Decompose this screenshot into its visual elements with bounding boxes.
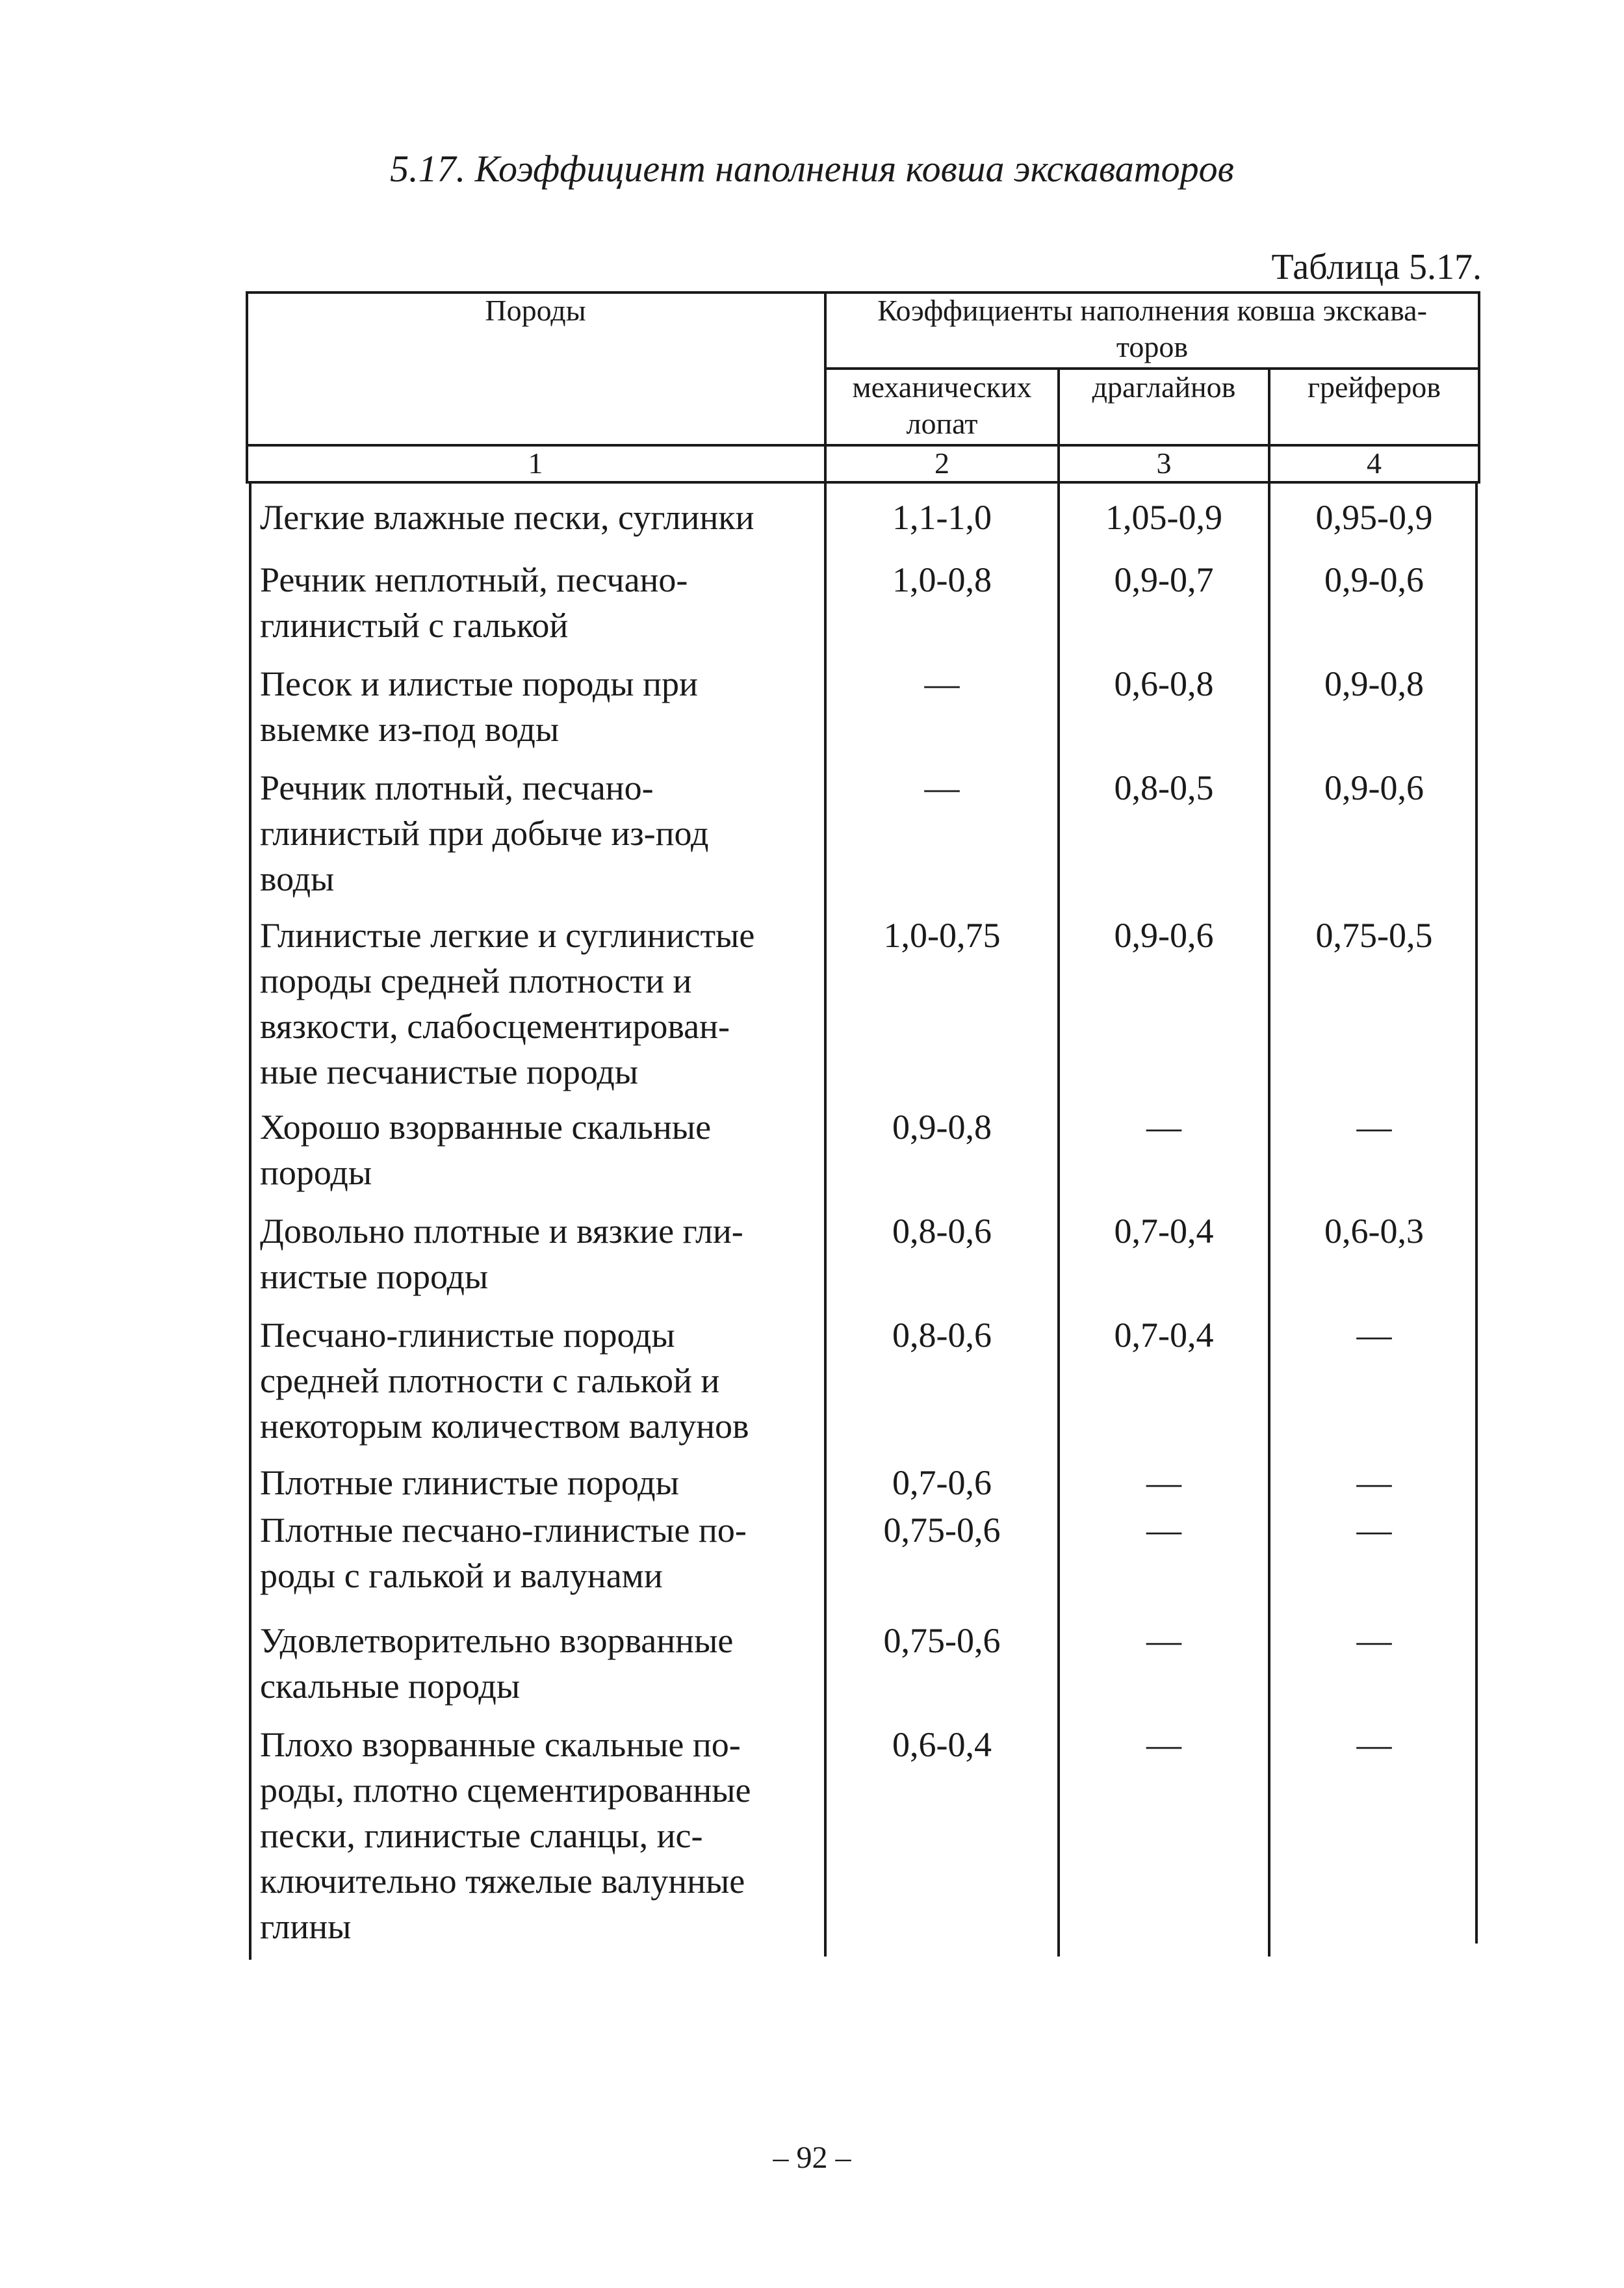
row-8-rock-name-line-3: некоторым количеством валунов (260, 1407, 749, 1446)
row-12-grab-value: — (1356, 1725, 1392, 1764)
row-5-rock-name-line-4: ные песчанистые породы (260, 1052, 639, 1091)
row-10-dragline-value: — (1146, 1511, 1181, 1550)
header-num-3: 3 (1156, 447, 1172, 480)
header-coef-group-line2: торов (1116, 330, 1189, 363)
table-caption: Таблица 5.17. (1271, 247, 1482, 287)
row-10-grab-value: — (1356, 1511, 1392, 1550)
table-right-border-header (1478, 291, 1480, 483)
row-7-grab-value: 0,6-0,3 (1324, 1212, 1424, 1251)
row-5-dragline-value: 0,9-0,6 (1114, 916, 1214, 955)
row-5-shovel-value: 1,0-0,75 (883, 916, 1001, 955)
row-1-shovel-value: 1,1-1,0 (892, 498, 992, 537)
column-divider-2 (1057, 367, 1060, 1956)
row-12-rock-name-line-1: Плохо взорванные скальные по- (260, 1725, 741, 1764)
row-11-rock-name-line-1: Удовлетворительно взорванные (260, 1621, 734, 1660)
row-7-dragline-value: 0,7-0,4 (1114, 1212, 1214, 1251)
row-4-rock-name-line-2: глинистый при добыче из-под (260, 814, 709, 853)
row-6-grab-value: — (1356, 1108, 1392, 1147)
header-bottom-border (246, 444, 1480, 447)
row-12-shovel-value: 0,6-0,4 (892, 1725, 992, 1764)
row-10-rock-name-line-2: роды с галькой и валунами (260, 1556, 663, 1595)
row-2-dragline-value: 0,9-0,7 (1114, 560, 1214, 599)
row-11-dragline-value: — (1146, 1621, 1181, 1660)
row-8-grab-value: — (1356, 1316, 1392, 1355)
row-6-rock-name-line-2: породы (260, 1153, 372, 1192)
header-col-shovel-line1: механических (852, 370, 1032, 404)
header-col-shovel-line2: лопат (906, 407, 978, 440)
row-12-rock-name-line-5: глины (260, 1907, 352, 1946)
row-5-rock-name-line-2: породы средней плотности и (260, 961, 692, 1000)
row-4-rock-name-line-1: Речник плотный, песчано- (260, 768, 654, 807)
header-num-2: 2 (934, 447, 949, 480)
header-coef-group-line1: Коэффициенты наполнения ковша экскава- (877, 294, 1427, 327)
row-12-dragline-value: — (1146, 1725, 1181, 1764)
row-6-shovel-value: 0,9-0,8 (892, 1108, 992, 1147)
row-3-shovel-value: — (924, 664, 960, 703)
row-10-shovel-value: 0,75-0,6 (883, 1511, 1001, 1550)
row-10-rock-name-line-1: Плотные песчано-глинистые по- (260, 1511, 747, 1550)
row-4-grab-value: 0,9-0,6 (1324, 768, 1424, 807)
row-3-rock-name-line-2: выемке из-под воды (260, 710, 560, 749)
header-subdivider (824, 367, 1480, 370)
row-3-rock-name-line-1: Песок и илистые породы при (260, 664, 698, 703)
row-3-dragline-value: 0,6-0,8 (1114, 664, 1214, 703)
row-7-rock-name-line-1: Довольно плотные и вязкие гли- (260, 1212, 743, 1251)
row-11-shovel-value: 0,75-0,6 (883, 1621, 1001, 1660)
row-4-shovel-value: — (924, 768, 960, 807)
header-col-dragline: драглайнов (1092, 370, 1236, 404)
section-title: 5.17. Коэффициент наполнения ковша экскаваторов (390, 148, 1234, 190)
header-num-4: 4 (1367, 447, 1382, 480)
row-6-dragline-value: — (1146, 1108, 1181, 1147)
row-8-dragline-value: 0,7-0,4 (1114, 1316, 1214, 1355)
row-1-rock-name-line-1: Легкие влажные пески, суглинки (260, 498, 754, 537)
table-left-border-body (249, 481, 251, 1960)
row-4-rock-name-line-3: воды (260, 859, 335, 898)
row-2-shovel-value: 1,0-0,8 (892, 560, 992, 599)
numbering-row-border (246, 481, 1480, 484)
row-6-rock-name-line-1: Хорошо взорванные скальные (260, 1108, 712, 1147)
header-num-1: 1 (528, 447, 543, 480)
row-9-grab-value: — (1356, 1463, 1392, 1502)
row-5-grab-value: 0,75-0,5 (1315, 916, 1433, 955)
row-8-rock-name-line-1: Песчано-глинистые породы (260, 1316, 675, 1355)
column-divider-3 (1268, 367, 1270, 1956)
row-1-dragline-value: 1,05-0,9 (1105, 498, 1222, 537)
row-2-rock-name-line-2: глинистый с галькой (260, 606, 569, 645)
row-3-grab-value: 0,9-0,8 (1324, 664, 1424, 703)
header-col-grab: грейферов (1308, 370, 1441, 404)
row-2-grab-value: 0,9-0,6 (1324, 560, 1424, 599)
row-9-shovel-value: 0,7-0,6 (892, 1463, 992, 1502)
row-11-grab-value: — (1356, 1621, 1392, 1660)
row-8-shovel-value: 0,8-0,6 (892, 1316, 992, 1355)
row-7-rock-name-line-2: нистые породы (260, 1257, 489, 1296)
row-9-rock-name-line-1: Плотные глинистые породы (260, 1463, 679, 1502)
row-11-rock-name-line-2: скальные породы (260, 1667, 521, 1706)
row-4-dragline-value: 0,8-0,5 (1114, 768, 1214, 807)
row-1-grab-value: 0,95-0,9 (1315, 498, 1433, 537)
row-12-rock-name-line-4: ключительно тяжелые валунные (260, 1862, 745, 1901)
row-9-dragline-value: — (1146, 1463, 1181, 1502)
row-12-rock-name-line-2: роды, плотно сцементированные (260, 1771, 751, 1810)
row-8-rock-name-line-2: средней плотности с галькой и (260, 1361, 720, 1400)
header-rocks: Породы (485, 294, 586, 327)
row-7-shovel-value: 0,8-0,6 (892, 1212, 992, 1251)
row-12-rock-name-line-3: пески, глинистые сланцы, ис- (260, 1816, 703, 1855)
row-2-rock-name-line-1: Речник неплотный, песчано- (260, 560, 688, 599)
page-number: – 92 – (773, 2140, 851, 2175)
row-5-rock-name-line-3: вязкости, слабосцементирован- (260, 1007, 730, 1046)
row-5-rock-name-line-1: Глинистые легкие и суглинистые (260, 916, 755, 955)
